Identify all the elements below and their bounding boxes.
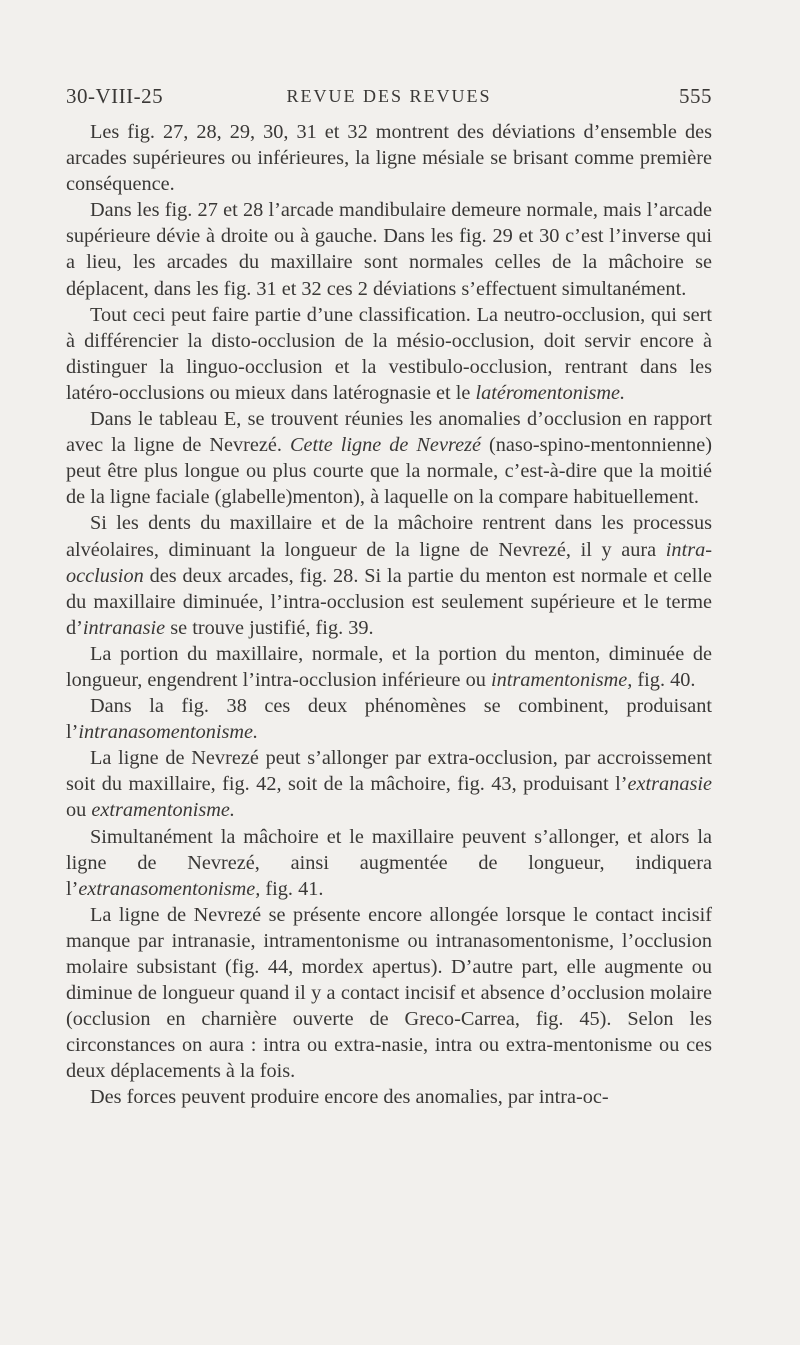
running-header bbox=[66, 84, 712, 114]
text-run: Les fig. 27, 28, 29, 30, 31 et 32 montrent des déviations d’ensemble des arcades supérieures ou inférieures, la ligne mésiale se brisant comme première conséquence. bbox=[66, 121, 712, 196]
italic-term: extramentonisme. bbox=[91, 799, 235, 822]
text-run: Dans la fig. 38 ces deux phénomènes se combinent, produisant l’ bbox=[66, 695, 712, 744]
text-run: La portion du maxillaire, normale, et la portion du menton, diminuée de longueur, engendrent l’intra-occlusion inférieure ou bbox=[66, 642, 712, 691]
italic-term: extranasie bbox=[627, 773, 712, 796]
header-date: 30-VIII-25 bbox=[66, 84, 164, 108]
paragraph bbox=[66, 745, 712, 823]
text-run: Des forces peuvent produire encore des anomalies, par intra-oc- bbox=[90, 1086, 609, 1109]
header-journal-title: REVUE DES REVUES bbox=[286, 86, 492, 106]
text-run: fig. 41. bbox=[260, 877, 324, 900]
italic-term: intra-occlusion bbox=[66, 538, 712, 587]
paragraph bbox=[66, 693, 712, 745]
article-body bbox=[66, 119, 712, 1111]
text-run: se trouve justifié, fig. 39. bbox=[165, 616, 374, 639]
text-run: (naso-spino-mentonnienne) peut être plus longue ou plus courte que la normale, c’est-à-dire que la moitié de la ligne faciale (glabelle)menton), à laquelle on la compare habituellement. bbox=[66, 434, 712, 509]
italic-term: extranasomentonisme, bbox=[78, 877, 261, 900]
text-run: La ligne de Nevrezé peut s’allonger par extra-occlusion, par accroissement soit du maxillaire, fig. 42, soit de la mâchoire, fig. 43, produisant l’ bbox=[66, 747, 712, 796]
paragraph bbox=[66, 119, 712, 197]
text-run: des deux arcades, fig. 28. Si la partie du menton est normale et celle du maxillaire diminuée, l’intra-occlusion est seulement supérieure et le terme d’ bbox=[66, 564, 712, 639]
paragraph bbox=[66, 641, 712, 693]
italic-term: Cette ligne de Nevrezé bbox=[289, 434, 481, 457]
text-run: ou bbox=[66, 799, 92, 822]
text-run: La ligne de Nevrezé se présente encore allongée lorsque le contact incisif manque par intranasie, intramentonisme ou intranasomentonisme, l’occlusion molaire subsistant (fig. 44, mordex apertus). D’autre part, elle augmente ou diminue de longueur quand il y a contact incisif et absence d’occlusion molaire (occlusion en charnière ouverte de Greco-Carrea, fig. 45). Selon les circonstances on aura : intra ou extra-nasie, intra ou extra-mentonisme ou ces deux déplacements à la fois. bbox=[66, 903, 712, 1083]
paragraph bbox=[66, 510, 712, 640]
text-run: Dans les fig. 27 et 28 l’arcade mandibulaire demeure normale, mais l’arcade supérieure dévie à droite ou à gauche. Dans les fig. 29 et 30 c’est l’inverse qui a lieu, les arcades du maxillaire sont normales celles de la mâchoire se déplacent, dans les fig. 31 et 32 ces 2 déviations s’effectuent simultanément. bbox=[66, 199, 712, 300]
text-run: Si les dents du maxillaire et de la mâchoire rentrent dans les processus alvéolaires, diminuant la longueur de la ligne de Nevrezé, il y aura bbox=[66, 512, 712, 561]
text-run: fig. 40. bbox=[632, 668, 696, 691]
text-run: Simultanément la mâchoire et le maxillaire peuvent s’allonger, et alors la ligne de Nevrezé, ainsi augmentée de longueur, indiquera l’ bbox=[66, 825, 712, 900]
paragraph bbox=[66, 824, 712, 902]
italic-term: intranasie bbox=[82, 616, 166, 639]
paragraph bbox=[66, 1084, 712, 1110]
paragraph bbox=[66, 902, 712, 1085]
italic-term: intranasomentonisme. bbox=[78, 721, 259, 744]
text-run: Dans le tableau E, se trouvent réunies les anomalies d’occlusion en rapport avec la ligne de Nevrezé. bbox=[66, 408, 712, 457]
italic-term: latéromentonisme. bbox=[475, 381, 626, 404]
text-run: Tout ceci peut faire partie d’une classification. La neutro-occlusion, qui sert à différencier la disto-occlusion de la mésio-occlusion, doit servir encore à distinguer la linguo-occlusion et la vestibulo-occlusion, rentrant dans les latéro-occlusions ou mieux dans latérognasie et le bbox=[66, 303, 712, 404]
paragraph bbox=[66, 406, 712, 510]
italic-term: intramentonisme, bbox=[490, 668, 633, 691]
paragraph bbox=[66, 197, 712, 301]
page-number: 555 bbox=[679, 84, 712, 108]
paragraph bbox=[66, 302, 712, 406]
